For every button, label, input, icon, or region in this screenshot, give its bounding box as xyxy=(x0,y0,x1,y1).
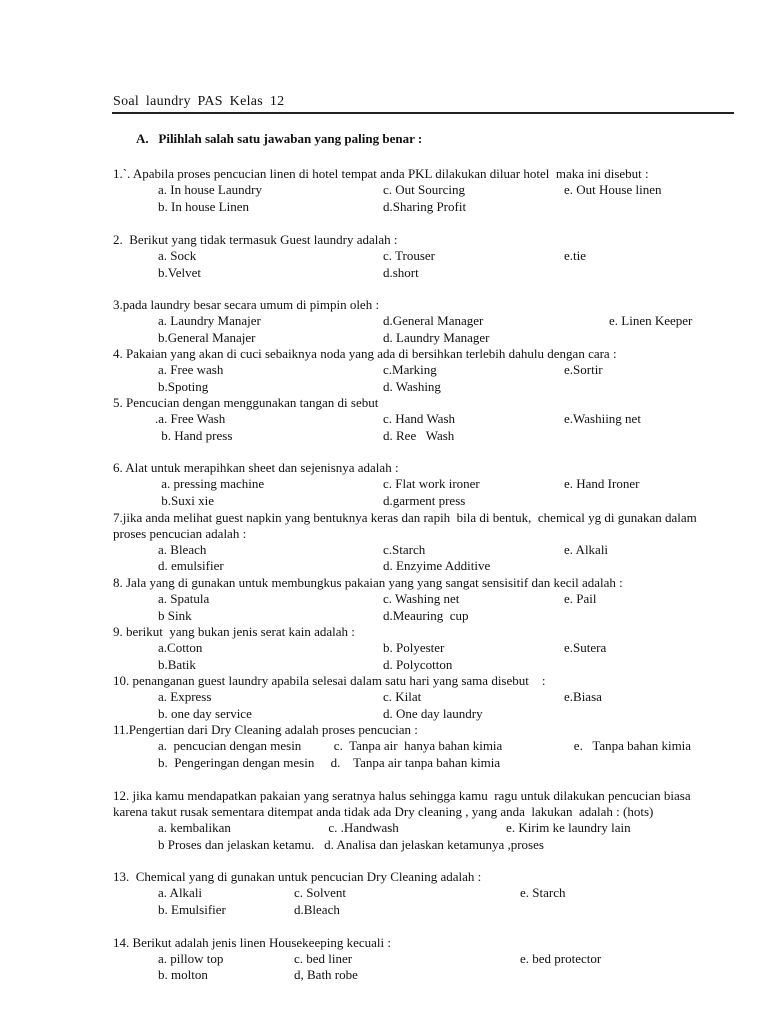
question-7-continued: proses pencucian adalah : xyxy=(113,526,247,541)
q1-option-c: c. Out Sourcing xyxy=(383,182,465,197)
q1-option-b: b. In house Linen xyxy=(158,199,249,214)
q6-option-d: d.garment press xyxy=(383,493,466,508)
q7-option-d1: d. emulsifier xyxy=(158,558,224,573)
q13-option-c: c. Solvent xyxy=(294,885,346,900)
q9-option-e: e.Sutera xyxy=(564,640,607,655)
q2-option-e: e.tie xyxy=(564,248,587,263)
q8-option-c: c. Washing net xyxy=(383,591,460,606)
q4-option-d: d. Washing xyxy=(383,379,441,394)
q9-option-a: a.Cotton xyxy=(158,640,203,655)
question-5: 5. Pencucian dengan menggunakan tangan di sebut xyxy=(113,395,379,410)
q3-option-a: a. Laundry Manajer xyxy=(158,313,261,328)
q5-option-e: e.Washiing net xyxy=(564,411,641,426)
q5-option-d: d. Ree Wash xyxy=(383,428,455,443)
q4-option-e: e.Sortir xyxy=(564,362,603,377)
q13-option-a: a. Alkali xyxy=(158,885,203,900)
q4-option-b: b.Spoting xyxy=(158,379,209,394)
q10-option-e: e.Biasa xyxy=(564,689,602,704)
q3-option-e: e. Linen Keeper xyxy=(609,313,693,328)
q5-option-a: .a. Free Wash xyxy=(155,411,226,426)
question-13: 13. Chemical yang di gunakan untuk pencucian Dry Cleaning adalah : xyxy=(113,869,482,884)
q10-option-c: c. Kilat xyxy=(383,689,422,704)
q14-option-a: a. pillow top xyxy=(158,951,224,966)
q10-option-a: a. Express xyxy=(158,689,212,704)
q6-option-e: e. Hand Ironer xyxy=(564,476,640,491)
q2-option-b: b.Velvet xyxy=(158,265,201,280)
q1-option-a: a. In house Laundry xyxy=(158,182,262,197)
q5-option-c: c. Hand Wash xyxy=(383,411,456,426)
q9-option-b1: b. Polyester xyxy=(383,640,445,655)
q2-option-a: a. Sock xyxy=(158,248,197,263)
question-7: 7.jika anda melihat guest napkin yang bentuknya keras dan rapih bila di bentuk, chemical yg di gunakan dalam xyxy=(113,510,697,525)
q13-option-b: b. Emulsifier xyxy=(158,902,226,917)
question-8: 8. Jala yang di gunakan untuk membungkus pakaian yang yang sangat sensisitif dan kecil adalah : xyxy=(113,575,623,590)
q8-option-e: e. Pail xyxy=(564,591,597,606)
q3-option-d2: d. Laundry Manager xyxy=(383,330,490,345)
q8-option-a: a. Spatula xyxy=(158,591,210,606)
q2-option-d: d.short xyxy=(383,265,419,280)
q1-option-e: e. Out House linen xyxy=(564,182,662,197)
q8-option-d: d.Meauring cup xyxy=(383,608,469,623)
q14-option-b: b. molton xyxy=(158,967,208,982)
q8-option-b: b Sink xyxy=(158,608,192,623)
q11-options-row-2: b. Pengeringan dengan mesin d. Tanpa air tanpa bahan kimia xyxy=(158,755,501,770)
section-heading: A. Pilihlah salah satu jawaban yang paling benar : xyxy=(136,131,423,146)
question-12: 12. jika kamu mendapatkan pakaian yang seratnya halus sehingga kamu ragu untuk dilakukan pencucian biasa xyxy=(113,788,691,803)
question-6: 6. Alat untuk merapihkan sheet dan sejenisnya adalah : xyxy=(113,460,399,475)
question-9: 9. berikut yang bukan jenis serat kain adalah : xyxy=(113,624,355,639)
q12-options-row-2: b Proses dan jelaskan ketamu. d. Analisa dan jelaskan ketamunya ,proses xyxy=(158,837,544,852)
q6-option-c: c. Flat work ironer xyxy=(383,476,480,491)
q14-option-c: c. bed liner xyxy=(294,951,353,966)
q5-option-b: b. Hand press xyxy=(158,428,233,443)
q13-option-e: e. Starch xyxy=(520,885,566,900)
q9-option-d: d. Polycotton xyxy=(383,657,453,672)
question-14: 14. Berikut adalah jenis linen Housekeeping kecuali : xyxy=(113,935,391,950)
q10-option-d: d. One day laundry xyxy=(383,706,483,721)
question-12-continued: karena takut rusak sementara ditempat anda tidak ada Dry cleaning , yang anda lakukan adalah : (hots) xyxy=(113,804,654,819)
document-title: Soal laundry PAS Kelas 12 xyxy=(113,94,285,109)
q9-option-b2: b.Batik xyxy=(158,657,196,672)
question-1: 1.`. Apabila proses pencucian linen di hotel tempat anda PKL dilakukan diluar hotel maka ini disebut : xyxy=(113,166,649,181)
q13-option-d: d.Bleach xyxy=(294,902,340,917)
question-2: 2. Berikut yang tidak termasuk Guest laundry adalah : xyxy=(113,232,398,247)
q10-option-b: b. one day service xyxy=(158,706,252,721)
q7-option-d2: d. Enzyime Additive xyxy=(383,558,491,573)
q7-option-e: e. Alkali xyxy=(564,542,609,557)
q4-option-a: a. Free wash xyxy=(158,362,224,377)
q3-option-d1: d.General Manager xyxy=(383,313,484,328)
question-4: 4. Pakaian yang akan di cuci sebaiknya noda yang ada di bersihkan terlebih dahulu dengan cara : xyxy=(113,346,617,361)
q12-options-row-1: a. kembalikan c. .Handwash e. Kirim ke laundry lain xyxy=(158,820,631,835)
question-3: 3.pada laundry besar secara umum di pimpin oleh : xyxy=(113,297,380,312)
header-rule xyxy=(112,112,734,114)
question-11: 11.Pengertian dari Dry Cleaning adalah proses pencucian : xyxy=(113,722,418,737)
q14-option-e: e. bed protector xyxy=(520,951,602,966)
q4-option-c: c.Marking xyxy=(383,362,437,377)
q7-option-a: a. Bleach xyxy=(158,542,207,557)
q7-option-c: c.Starch xyxy=(383,542,426,557)
q11-options-row-1: a. pencucian dengan mesin c. Tanpa air hanya bahan kimia e. Tanpa bahan kimia xyxy=(158,738,692,753)
q3-option-b: b.General Manajer xyxy=(158,330,256,345)
q14-option-d: d, Bath robe xyxy=(294,967,358,982)
question-10: 10. penanganan guest laundry apabila selesai dalam satu hari yang sama disebut : xyxy=(113,673,546,688)
q2-option-c: c. Trouser xyxy=(383,248,436,263)
q6-option-a: a. pressing machine xyxy=(158,476,265,491)
q6-option-b: b.Suxi xie xyxy=(158,493,214,508)
q1-option-d: d.Sharing Profit xyxy=(383,199,467,214)
